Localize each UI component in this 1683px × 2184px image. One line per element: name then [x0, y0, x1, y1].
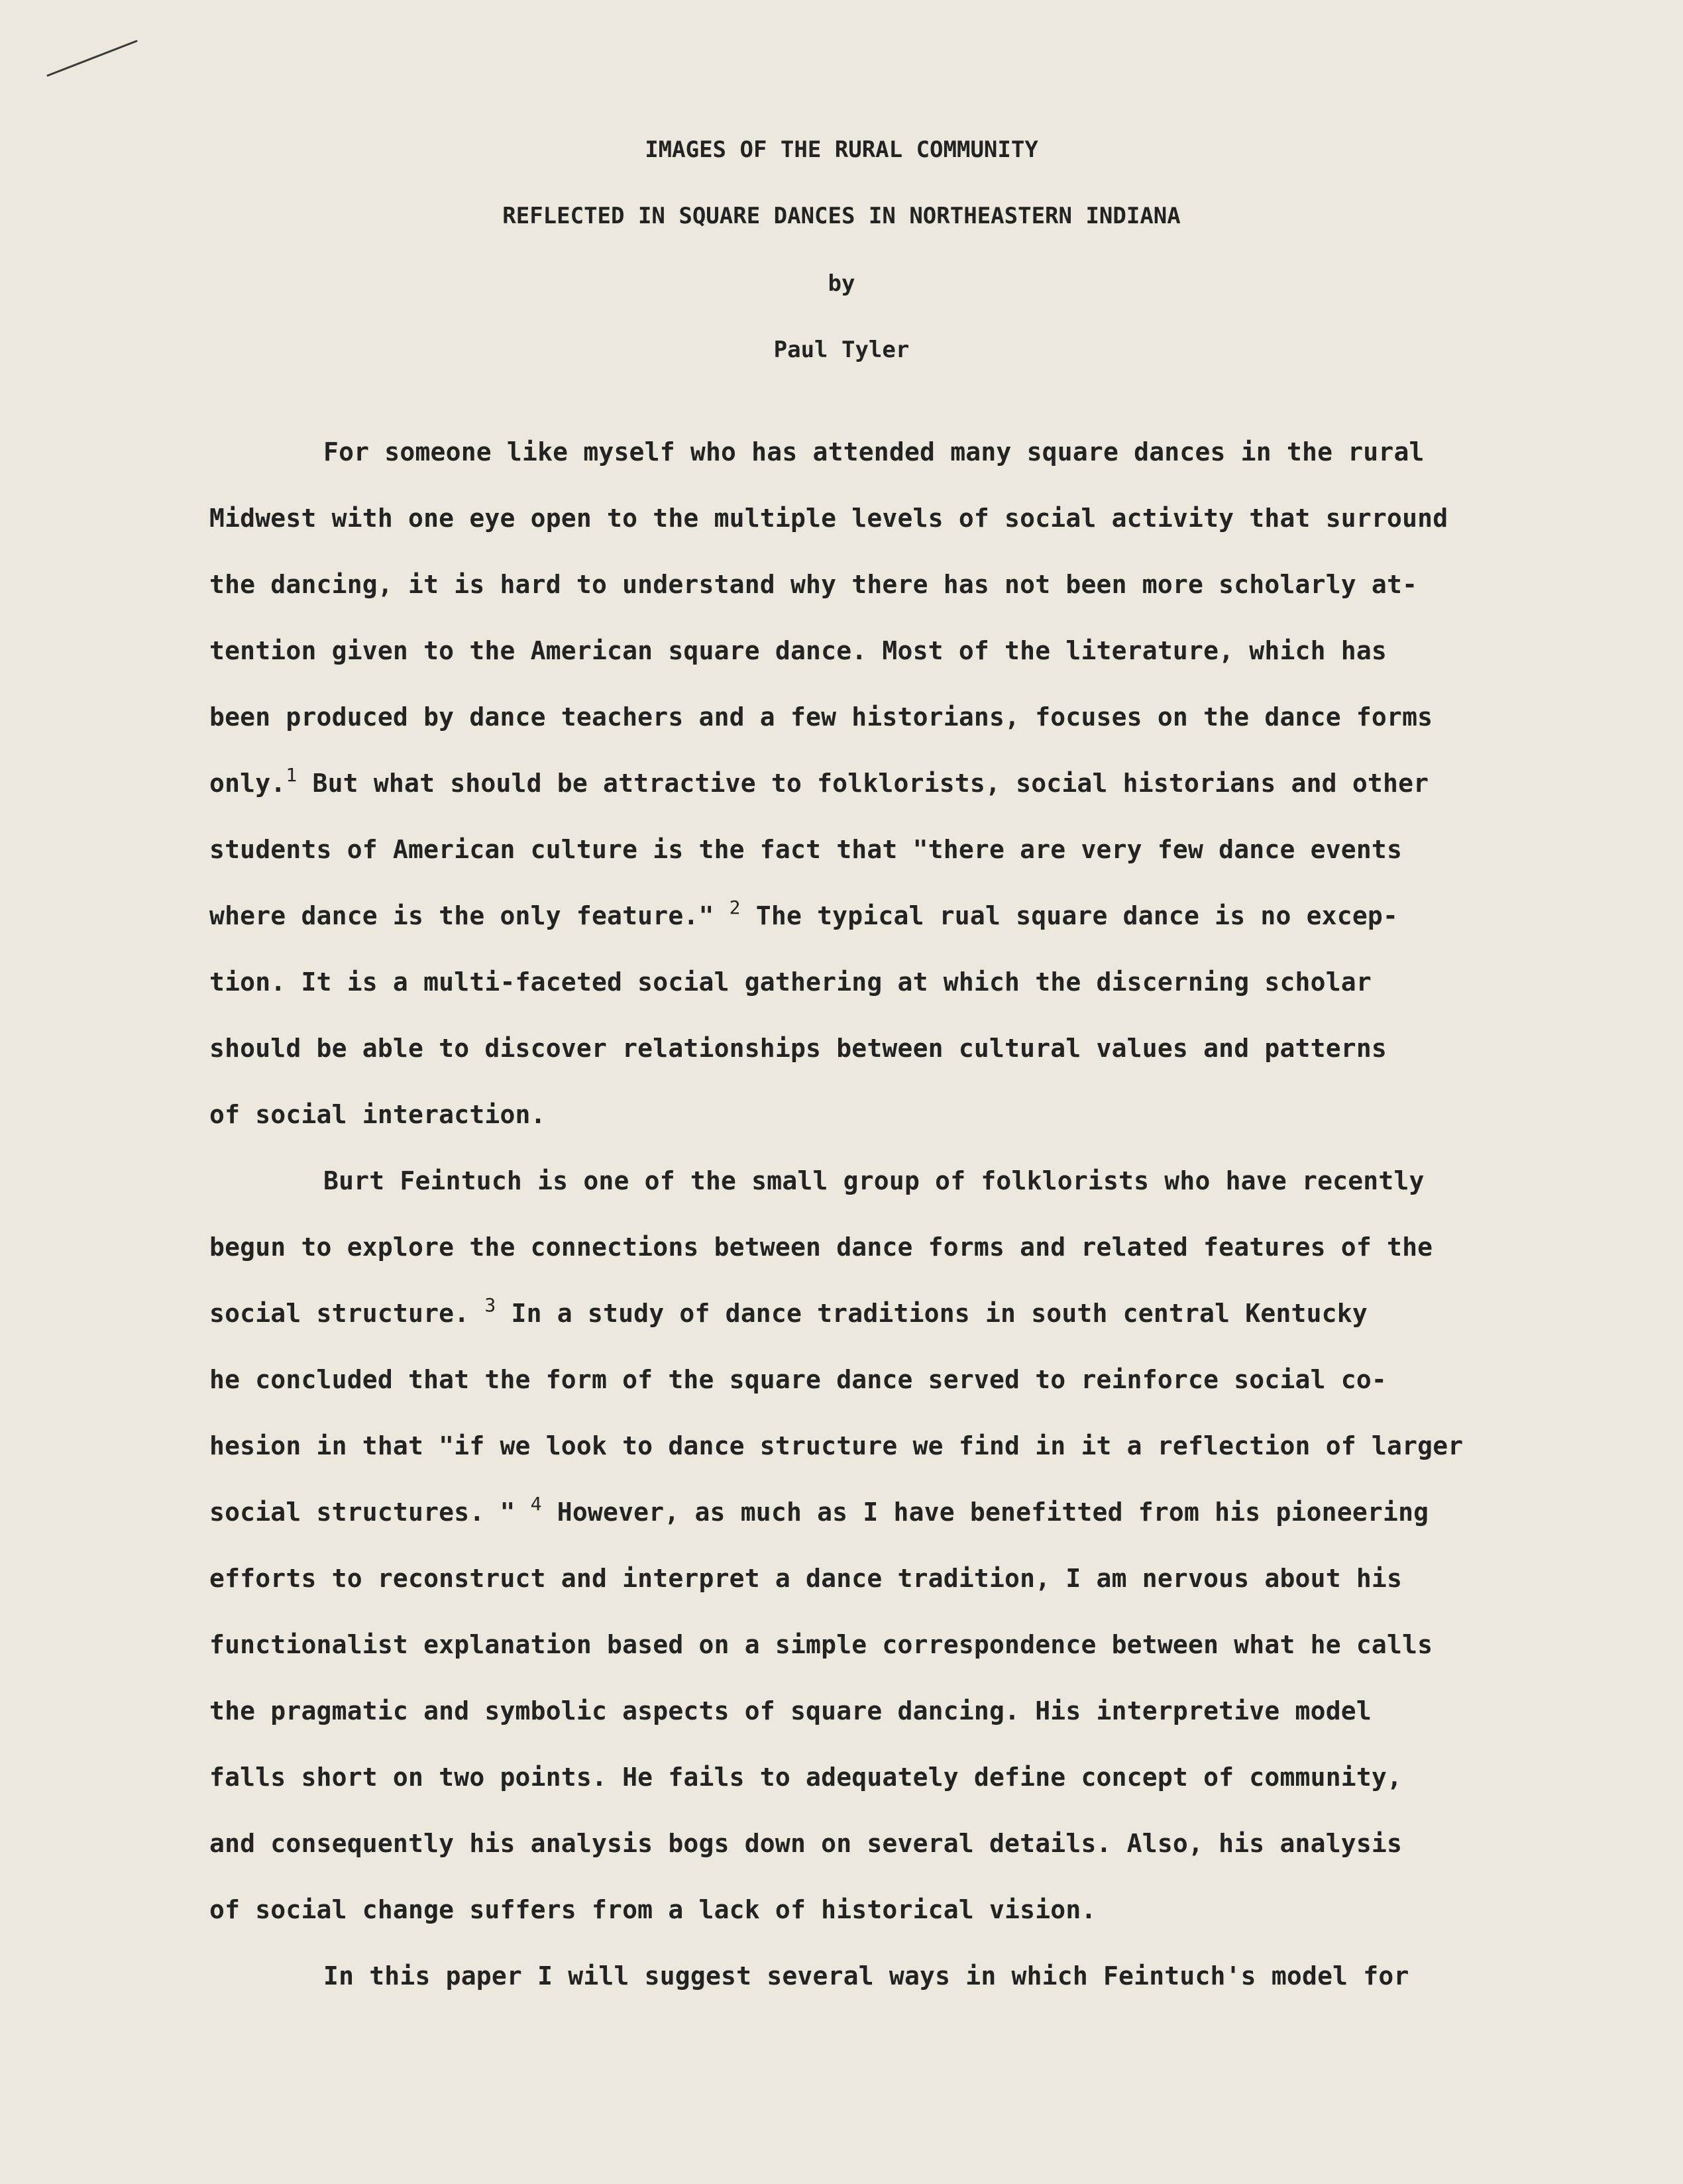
- author-name: Paul Tyler: [773, 337, 910, 363]
- byline: by: [828, 270, 855, 297]
- body-line: the pragmatic and symbolic aspects of square dancing. His interpretive model: [209, 1696, 1372, 1725]
- body-line: he concluded that the form of the square dance served to reinforce social co-: [209, 1365, 1387, 1394]
- body-line: efforts to reconstruct and interpret a dance tradition, I am nervous about his: [209, 1564, 1403, 1593]
- body-line: only.$^1$ But what should be attractive to folklorists, social historians and other: [209, 764, 1429, 798]
- body-line: and consequently his analysis bogs down on several details. Also, his analysis: [209, 1829, 1403, 1858]
- body-line: of social change suffers from a lack of historical vision.: [209, 1895, 1097, 1924]
- footnote-marker: 4: [530, 1493, 542, 1515]
- document-title: IMAGES OF THE RURAL COMMUNITY: [645, 136, 1038, 163]
- body-line: Burt Feintuch is one of the small group of folklorists who have recently: [323, 1166, 1425, 1195]
- body-line: the dancing, it is hard to understand why there has not been more scholarly at-: [209, 570, 1418, 599]
- footnote-marker: 3: [484, 1294, 496, 1316]
- pencil-mark-icon: [46, 38, 139, 78]
- body-line: falls short on two points. He fails to adequately define concept of community,: [209, 1763, 1403, 1792]
- body-line: hesion in that "if we look to dance structure we find in it a reflection of larger: [209, 1431, 1464, 1460]
- body-line: students of American culture is the fact that "there are very few dance events: [209, 835, 1403, 864]
- body-line: where dance is the only feature." $^2$ The typical rual square dance is no excep-: [209, 897, 1399, 930]
- body-line: been produced by dance teachers and a few historians, focuses on the dance forms: [209, 702, 1433, 732]
- body-line: In this paper I will suggest several ways in which Feintuch's model for: [323, 1961, 1409, 1991]
- body-line: Midwest with one eye open to the multiple levels of social activity that surround: [209, 504, 1448, 533]
- body-line: functionalist explanation based on a simple correspondence between what he calls: [209, 1630, 1433, 1659]
- body-line: tion. It is a multi-faceted social gathering at which the discerning scholar: [209, 967, 1372, 997]
- body-line: should be able to discover relationships between cultural values and patterns: [209, 1034, 1387, 1063]
- footnote-marker: 2: [729, 897, 741, 918]
- body-line: social structure. $^3$ In a study of dance traditions in south central Kentucky: [209, 1294, 1368, 1328]
- body-line: tention given to the American square dance. Most of the literature, which has: [209, 636, 1387, 665]
- body-line: of social interaction.: [209, 1100, 546, 1129]
- footnote-marker: 1: [286, 764, 298, 786]
- body-line: begun to explore the connections between dance forms and related features of the: [209, 1232, 1433, 1262]
- document-subtitle: REFLECTED IN SQUARE DANCES IN NORTHEASTERN INDIANA: [502, 203, 1181, 229]
- body-line: social structures. " $^4$ However, as much as I have benefitted from his pioneering: [209, 1493, 1429, 1527]
- body-line: For someone like myself who has attended many square dances in the rural: [323, 437, 1425, 466]
